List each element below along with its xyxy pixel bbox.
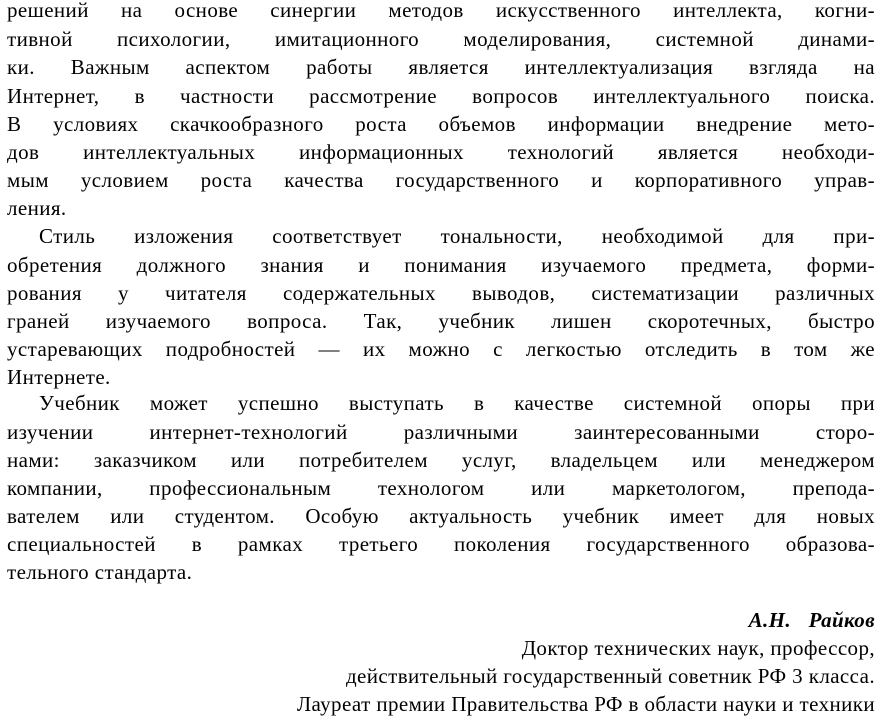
text-line: мым условием роста качества государственного и корпоративного управ-	[7, 168, 875, 192]
text-line: изучении интернет-технологий различными заинтересованными сторо-	[7, 420, 875, 444]
text-line: граней изучаемого вопроса. Так, учебник лишен скоротечных, быстро	[7, 309, 875, 333]
author-degree: Доктор технических наук, профессор,	[521, 636, 875, 660]
text-line: дов интеллектуальных информационных технологий является необходи-	[7, 140, 875, 164]
text-line: В условиях скачкообразного роста объемов информации внедрение мето-	[7, 112, 875, 136]
author-award: Лауреат премии Правительства РФ в области науки и техники	[296, 692, 875, 716]
author-rank: действительный государственный советник РФ 3 класса.	[345, 664, 875, 688]
text-line: вателем или студентом. Особую актуальность учебник имеет для новых	[7, 504, 875, 528]
author-name: А.Н. Райков	[748, 608, 875, 632]
text-line: обретения должного знания и понимания изучаемого предмета, форми-	[7, 253, 875, 277]
text-line: тивной психологии, имитационного моделирования, системной динами-	[7, 27, 875, 51]
text-line: нами: заказчиком или потребителем услуг, владельцем или менеджером	[7, 448, 875, 472]
text-line: Стиль изложения соответствует тональности, необходимой для при-	[39, 224, 875, 248]
text-line: ки. Важным аспектом работы является интеллектуализация взгляда на	[7, 55, 875, 79]
text-line: решений на основе синергии методов искусственного интеллекта, когни-	[7, 0, 875, 22]
text-line: тельного стандарта.	[7, 560, 193, 584]
text-line: рования у читателя содержательных выводов, систематизации различных	[7, 281, 875, 305]
text-line: устаревающих подробностей — их можно с легкостью отследить в том же	[7, 337, 875, 361]
text-line: Интернет, в частности рассмотрение вопросов интеллектуального поиска.	[7, 84, 875, 108]
text-line: компании, профессиональным технологом или маркетологом, препода-	[7, 476, 875, 500]
text-line: Учебник может успешно выступать в качестве системной опоры при	[39, 391, 875, 415]
text-line: Интернете.	[7, 365, 111, 389]
text-line: специальностей в рамках третьего поколения государственного образова-	[7, 532, 875, 556]
text-line: ления.	[7, 196, 67, 220]
